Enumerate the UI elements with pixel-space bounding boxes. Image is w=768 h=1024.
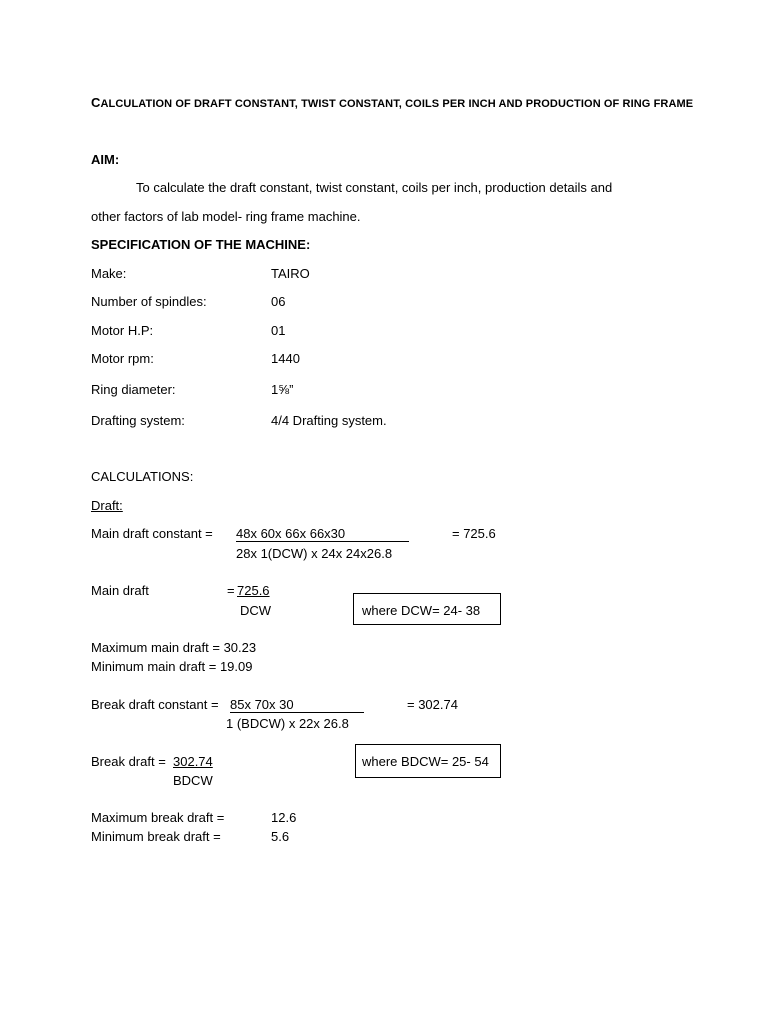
- spec-label-make: Make:: [91, 266, 127, 281]
- minimum-break-draft-label: Minimum break draft =: [91, 829, 221, 844]
- aim-line-2: other factors of lab model- ring frame machine.: [91, 209, 361, 224]
- page-title: [91, 95, 693, 110]
- main-draft-equals: =: [227, 583, 235, 598]
- spec-label-spindles: Number of spindles:: [91, 294, 207, 309]
- break-draft-denominator: BDCW: [173, 773, 213, 788]
- aim-heading: AIM:: [91, 152, 120, 167]
- break-draft-constant-numerator: 85x 70x 30: [230, 697, 364, 713]
- draft-heading: Draft:: [91, 498, 123, 513]
- break-draft-constant-label: Break draft constant =: [91, 697, 219, 712]
- title-rest: ALCULATION OF DRAFT CONSTANT, TWIST CONSTANT, COILS PER INCH AND PRODUCTION OF RING FRAME: [100, 98, 694, 110]
- main-draft-dcw-range: where DCW= 24- 38: [362, 603, 481, 618]
- maximum-break-draft-value: 12.6: [271, 810, 297, 825]
- spec-label-ring-diameter: Ring diameter:: [91, 382, 176, 397]
- main-draft-constant-result: = 725.6: [452, 526, 496, 541]
- main-draft-label: Main draft: [91, 583, 149, 598]
- main-draft-constant-numerator: 48x 60x 66x 66x30: [236, 526, 409, 542]
- title-first-letter: C: [91, 95, 101, 110]
- aim-line-1: To calculate the draft constant, twist constant, coils per inch, production details and: [136, 180, 613, 195]
- spec-value-ring-diameter: 1⅝”: [271, 382, 294, 397]
- spec-value-make: TAIRO: [271, 266, 310, 281]
- break-draft-constant-result: = 302.74: [407, 697, 458, 712]
- spec-label-motor-hp: Motor H.P:: [91, 323, 154, 338]
- minimum-main-draft: Minimum main draft = 19.09: [91, 659, 253, 674]
- break-draft-bdcw-range: where BDCW= 25- 54: [362, 754, 489, 769]
- break-draft-bdcw-range-box: [355, 744, 501, 778]
- spec-value-drafting: 4/4 Drafting system.: [271, 413, 387, 428]
- spec-value-motor-rpm: 1440: [271, 351, 300, 366]
- main-draft-constant-denominator: 28x 1(DCW) x 24x 24x26.8: [236, 546, 393, 561]
- maximum-main-draft: Maximum main draft = 30.23: [91, 640, 257, 655]
- main-draft-dcw-range-box: [353, 593, 501, 625]
- spec-value-motor-hp: 01: [271, 323, 286, 338]
- main-draft-constant-label: Main draft constant =: [91, 526, 213, 541]
- main-draft-denominator: DCW: [240, 603, 272, 618]
- calculations-heading: CALCULATIONS:: [91, 469, 194, 484]
- spec-value-spindles: 06: [271, 294, 286, 309]
- spec-heading: SPECIFICATION OF THE MACHINE:: [91, 237, 311, 252]
- break-draft-constant-denominator: 1 (BDCW) x 22x 26.8: [226, 716, 349, 731]
- minimum-break-draft-value: 5.6: [271, 829, 290, 844]
- main-draft-numerator: 725.6: [237, 583, 270, 598]
- break-draft-label: Break draft =: [91, 754, 166, 769]
- spec-label-drafting: Drafting system:: [91, 413, 185, 428]
- break-draft-numerator: 302.74: [173, 754, 213, 769]
- spec-label-motor-rpm: Motor rpm:: [91, 351, 154, 366]
- maximum-break-draft-label: Maximum break draft =: [91, 810, 225, 825]
